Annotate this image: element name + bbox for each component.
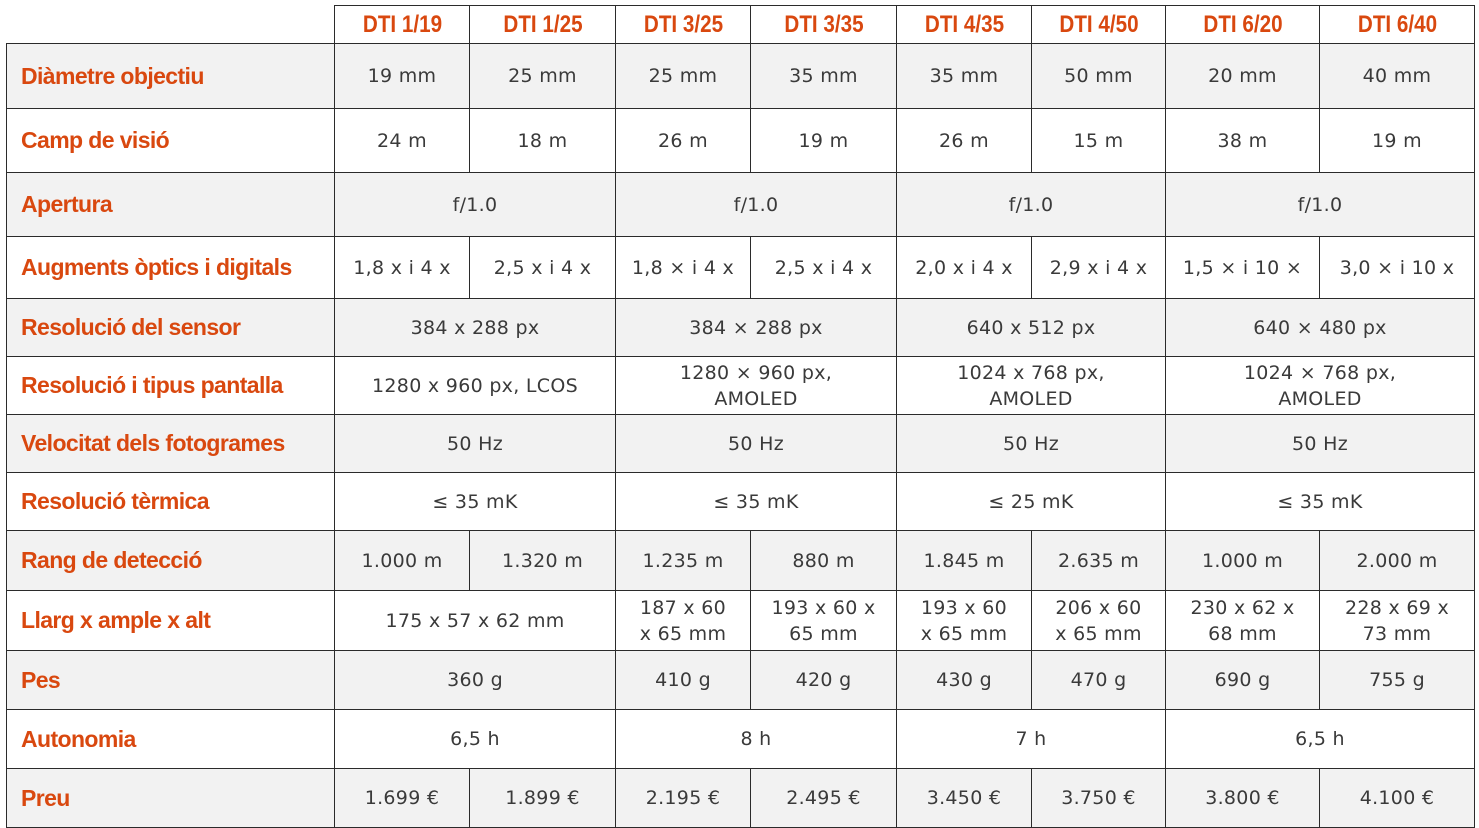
- model-header: DTI 3/35: [761, 6, 887, 44]
- row-preu: [7, 769, 1475, 828]
- table-cell: [1166, 357, 1475, 415]
- table-cell: 35 mm: [751, 44, 897, 109]
- table-cell: 360 g: [335, 651, 616, 710]
- table-cell: 1.845 m: [897, 531, 1032, 591]
- table-cell: f/1.0: [335, 173, 616, 237]
- table-cell: [1032, 591, 1166, 651]
- table-cell: 880 m: [751, 531, 897, 591]
- table-cell: [335, 591, 616, 651]
- table-cell: 3.450 €: [897, 769, 1032, 828]
- table-cell: f/1.0: [1166, 173, 1475, 237]
- table-cell: 4.100 €: [1320, 769, 1475, 828]
- row-label: Apertura: [7, 173, 335, 237]
- row-label: Autonomia: [7, 710, 335, 769]
- table-cell: 410 g: [616, 651, 751, 710]
- cell-line: 206 x 60: [1055, 596, 1142, 619]
- table-cell: 50 mm: [1032, 44, 1166, 109]
- table-cell: 2,5 x i 4 x: [751, 237, 897, 299]
- table-cell: 1.899 €: [470, 769, 616, 828]
- table-cell: 25 mm: [470, 44, 616, 109]
- cell-line: 228 x 69 x: [1344, 596, 1450, 619]
- table-cell: 2,5 x i 4 x: [470, 237, 616, 299]
- table-cell: 430 g: [897, 651, 1032, 710]
- row-label: Camp de visió: [7, 109, 335, 173]
- row-label: Resolució tèrmica: [7, 473, 335, 531]
- table-cell: 50 Hz: [1166, 415, 1475, 473]
- table-cell: 26 m: [616, 109, 751, 173]
- row-label: Diàmetre objectiu: [7, 44, 335, 109]
- table-cell: 1.000 m: [1166, 531, 1320, 591]
- table-cell: 384 × 288 px: [616, 299, 897, 357]
- table-cell: 1.000 m: [335, 531, 470, 591]
- row-fotogrames: [7, 415, 1475, 473]
- row-label: Llarg x ample x alt: [7, 591, 335, 651]
- table-cell: [335, 357, 616, 415]
- row-augments: [7, 237, 1475, 299]
- table-cell: 420 g: [751, 651, 897, 710]
- table-cell: [616, 591, 751, 651]
- table-cell: 18 m: [470, 109, 616, 173]
- table-cell: 15 m: [1032, 109, 1166, 173]
- row-termica: [7, 473, 1475, 531]
- table-cell: 640 × 480 px: [1166, 299, 1475, 357]
- row-autonomia: [7, 710, 1475, 769]
- cell-line: 65 mm: [789, 622, 858, 645]
- table-cell: 640 x 512 px: [897, 299, 1166, 357]
- table-cell: 50 Hz: [616, 415, 897, 473]
- table-cell: 26 m: [897, 109, 1032, 173]
- row-label: Resolució i tipus pantalla: [7, 357, 335, 415]
- table-cell: 40 mm: [1320, 44, 1475, 109]
- row-camp: [7, 109, 1475, 173]
- table-cell: 6,5 h: [335, 710, 616, 769]
- row-diametre: [7, 44, 1475, 109]
- row-label: Pes: [7, 651, 335, 710]
- table-cell: 755 g: [1320, 651, 1475, 710]
- table-cell: f/1.0: [616, 173, 897, 237]
- table-cell: 20 mm: [1166, 44, 1320, 109]
- table-cell: 25 mm: [616, 44, 751, 109]
- row-mides: [7, 591, 1475, 651]
- table-cell: 384 x 288 px: [335, 299, 616, 357]
- cell-line: AMOLED: [714, 387, 798, 410]
- table-cell: 3.750 €: [1032, 769, 1166, 828]
- table-cell: 2.495 €: [751, 769, 897, 828]
- table-cell: 24 m: [335, 109, 470, 173]
- table-cell: 6,5 h: [1166, 710, 1475, 769]
- table-cell: 8 h: [616, 710, 897, 769]
- table-cell: 2.635 m: [1032, 531, 1166, 591]
- table-cell: [1166, 591, 1320, 651]
- table-cell: 19 m: [1320, 109, 1475, 173]
- table-cell: 1,8 x i 4 x: [335, 237, 470, 299]
- cell-line: 230 x 62 x: [1190, 596, 1295, 619]
- cell-line: 187 x 60: [639, 596, 727, 619]
- cell-line: AMOLED: [989, 387, 1073, 410]
- table-cell: 50 Hz: [897, 415, 1166, 473]
- cell-line: 1024 x 768 px,: [957, 361, 1105, 384]
- table-cell: 19 m: [751, 109, 897, 173]
- table-cell: 3.800 €: [1166, 769, 1320, 828]
- header-row: [7, 6, 1475, 44]
- cell-line: x 65 mm: [920, 622, 1008, 645]
- cell-line: 175 x 57 x 62 mm: [385, 609, 565, 632]
- table-cell: ≤ 25 mK: [897, 473, 1166, 531]
- table-cell: ≤ 35 mK: [1166, 473, 1475, 531]
- model-header: DTI 4/35: [906, 6, 1022, 44]
- row-sensor: [7, 299, 1475, 357]
- table-cell: f/1.0: [897, 173, 1166, 237]
- cell-line: 193 x 60: [920, 596, 1008, 619]
- table-cell: 1.320 m: [470, 531, 616, 591]
- cell-line: 68 mm: [1208, 622, 1277, 645]
- model-header: DTI 6/40: [1330, 6, 1463, 44]
- cell-line: 1024 × 768 px,: [1243, 361, 1397, 384]
- row-label: Resolució del sensor: [7, 299, 335, 357]
- table-cell: 50 Hz: [335, 415, 616, 473]
- table-cell: 1,8 × i 4 x: [616, 237, 751, 299]
- model-header: DTI 1/25: [480, 6, 606, 44]
- cell-line: x 65 mm: [1055, 622, 1142, 645]
- cell-line: AMOLED: [1278, 387, 1362, 410]
- model-header: DTI 1/19: [344, 6, 460, 44]
- cell-line: x 65 mm: [639, 622, 727, 645]
- row-pantalla: [7, 357, 1475, 415]
- table-cell: 19 mm: [335, 44, 470, 109]
- model-header: DTI 3/25: [625, 6, 741, 44]
- row-label: Velocitat dels fotogrames: [7, 415, 335, 473]
- table-cell: [1320, 591, 1475, 651]
- table-cell: 7 h: [897, 710, 1166, 769]
- table-cell: [751, 591, 897, 651]
- row-pes: [7, 651, 1475, 710]
- table-cell: 1,5 × i 10 ×: [1166, 237, 1320, 299]
- table-cell: 38 m: [1166, 109, 1320, 173]
- spec-table: [6, 5, 1475, 828]
- table-cell: 1.699 €: [335, 769, 470, 828]
- table-cell: 470 g: [1032, 651, 1166, 710]
- model-header: DTI 4/50: [1041, 6, 1156, 44]
- table-cell: 2,9 x i 4 x: [1032, 237, 1166, 299]
- table-cell: 35 mm: [897, 44, 1032, 109]
- table-cell: 2,0 x i 4 x: [897, 237, 1032, 299]
- cell-line: 73 mm: [1362, 622, 1432, 645]
- table-cell: 690 g: [1166, 651, 1320, 710]
- row-label: Augments òptics i digitals: [7, 237, 335, 299]
- table-cell: 1.235 m: [616, 531, 751, 591]
- table-cell: ≤ 35 mK: [616, 473, 897, 531]
- table-cell: 2.000 m: [1320, 531, 1475, 591]
- cell-line: 1280 x 960 px, LCOS: [372, 374, 578, 397]
- cell-line: 1280 × 960 px,: [679, 361, 833, 384]
- row-label: Rang de detecció: [7, 531, 335, 591]
- table-cell: ≤ 35 mK: [335, 473, 616, 531]
- table-cell: [897, 591, 1032, 651]
- table-cell: 3,0 × i 10 x: [1320, 237, 1475, 299]
- cell-line: 193 x 60 x: [771, 596, 876, 619]
- model-header: DTI 6/20: [1176, 6, 1308, 44]
- table-cell: [897, 357, 1166, 415]
- table-cell: 2.195 €: [616, 769, 751, 828]
- header-corner: [7, 6, 335, 44]
- table-cell: [616, 357, 897, 415]
- row-deteccio: [7, 531, 1475, 591]
- row-label: Preu: [7, 769, 335, 828]
- row-apertura: [7, 173, 1475, 237]
